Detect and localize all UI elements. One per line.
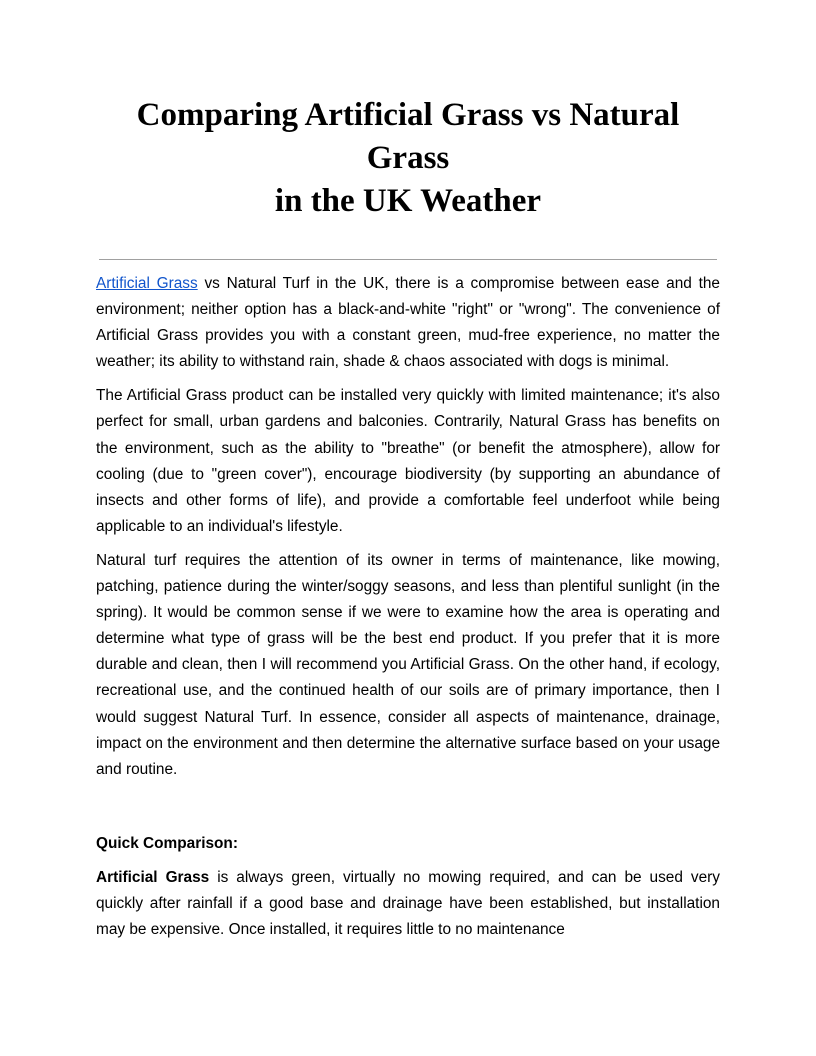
title-line-1: Comparing Artificial Grass vs Natural Grass (136, 97, 680, 176)
title-divider (99, 259, 717, 260)
page-title (96, 94, 720, 223)
title-line-2: in the UK Weather (274, 183, 542, 219)
comparison-bold-lead: Artificial Grass (96, 868, 210, 886)
maintenance-paragraph: Natural turf requires the attention of its owner in terms of maintenance, like mowing, patching, patience during the winter/soggy seasons, and less than plentiful sunlight (in the spring). It would be common sense if we were to examine how the area is operating and determine what type of grass will be the best end product. If you prefer that it is more durable and clean, then I will recommend you Artificial Grass. On the other hand, if ecology, recreational use, and the continued health of our soils are of primary importance, then I would suggest Natural Turf. In essence, consider all aspects of maintenance, drainage, impact on the environment and then determine the alternative surface based on your usage and routine. (96, 551, 720, 778)
comparison-text: is always green, virtually no mowing required, and can be used very quickly after rainfall if a good base and drainage have been established, but installation may be expensive. Once installed, it requires little to no maintenance (96, 868, 720, 938)
intro-text: vs Natural Turf in the UK, there is a compromise between ease and the environment; neither option has a black-and-white "right" or "wrong". The convenience of Artificial Grass provides you with a constant green, mud-free experience, no matter the weather; its ability to withstand rain, shade & chaos associated with dogs is minimal. (96, 275, 720, 371)
intro-paragraph (96, 271, 720, 375)
comparison-paragraph (96, 865, 720, 943)
artificial-grass-link[interactable]: Artificial Grass (96, 275, 198, 292)
quick-comparison-heading: Quick Comparison: (96, 834, 238, 852)
document-page (96, 94, 720, 951)
benefits-paragraph: The Artificial Grass product can be installed very quickly with limited maintenance; it's also perfect for small, urban gardens and balconies. Contrarily, Natural Grass has benefits on the environment, such as the ability to "breathe" (or benefit the atmosphere), allow for cooling (due to "green cover"), encourage biodiversity (by supporting an abundance of insects and other forms of life), and provide a comfortable feel underfoot while being applicable to an individual's lifestyle. (96, 387, 720, 535)
